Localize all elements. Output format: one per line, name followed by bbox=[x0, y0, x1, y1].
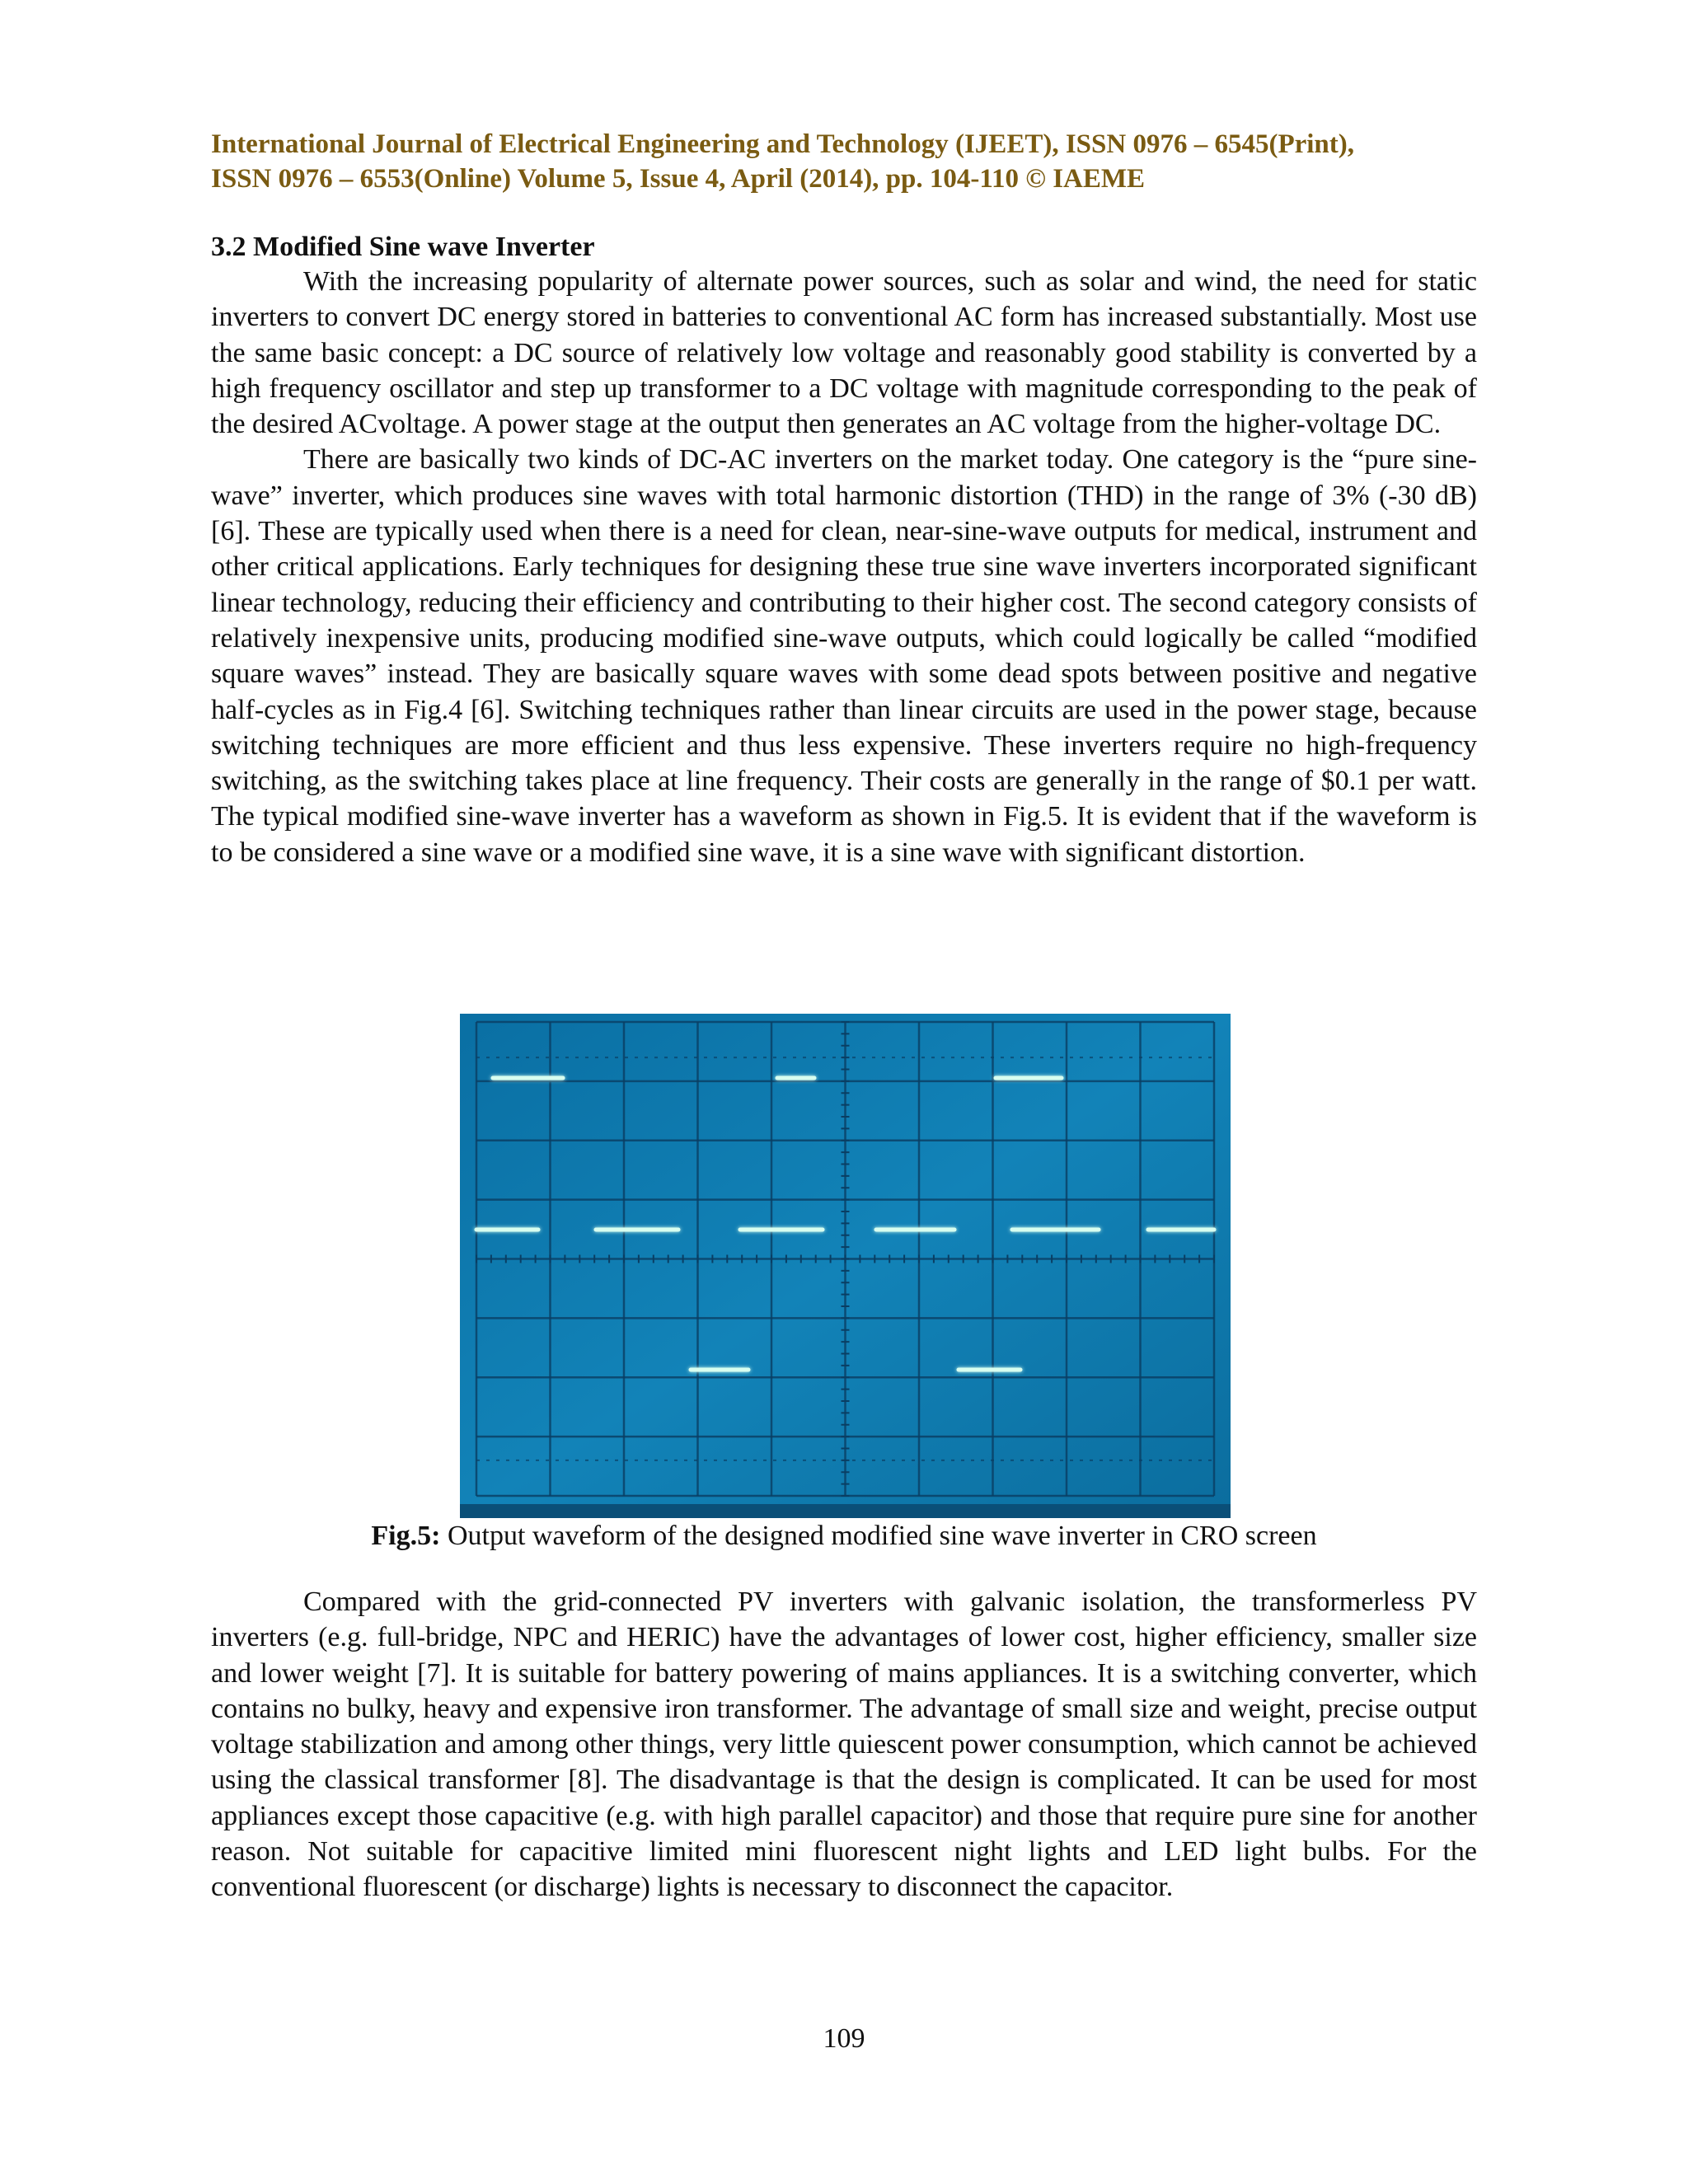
section-body-continued bbox=[211, 1584, 1477, 1905]
screen-bezel-bottom bbox=[460, 1504, 1231, 1518]
figure-caption-label: Fig.5: bbox=[371, 1521, 441, 1551]
paragraph-1: With the increasing popularity of alternate power sources, such as solar and wind, the need for static inverters to convert DC energy stored in batteries to conventional AC form has increased substantially. Most use the same basic concept: a DC source of relatively low voltage and reasonably good stability is converted by a high frequency oscillator and step up transformer to a DC voltage with magnitude corresponding to the peak of the desired ACvoltage. A power stage at the output then generates an AC voltage from the higher-voltage DC. bbox=[211, 266, 1477, 440]
journal-header bbox=[211, 127, 1477, 196]
section-title: 3.2 Modified Sine wave Inverter bbox=[211, 232, 595, 262]
paragraph-2: There are basically two kinds of DC-AC inverters on the market today. One category is the “pure sine-wave” inverter, which produces sine waves with total harmonic distortion (THD) in the range of 3% (-30 dB) [6]. These are typically used when there is a need for clean, near-sine-wave outputs for medical, instrument and other critical applications. Early techniques for designing these true sine wave inverters incorporated significant linear technology, reducing their efficiency and contributing to their higher cost. The second category consists of relatively inexpensive units, producing modified sine-wave outputs, which could logically be called “modified square waves” instead. They are basically square waves with some dead spots between positive and negative half-cycles as in Fig.4 [6]. Switching techniques rather than linear circuits are used in the power stage, because switching techniques are more efficient and thus less expensive. These inverters require no high-frequency switching, as the switching takes place at line frequency. Their costs are generally in the range of $0.1 per watt. The typical modified sine-wave inverter has a waveform as shown in Fig.5. It is evident that if the waveform is to be considered a sine wave or a modified sine wave, it is a sine wave with significant distortion. bbox=[211, 444, 1477, 868]
section-body bbox=[211, 264, 1477, 870]
figure-caption-text: Output waveform of the designed modified sine wave inverter in CRO screen bbox=[440, 1521, 1317, 1551]
oscilloscope-screen bbox=[460, 1014, 1231, 1518]
page-number: 109 bbox=[823, 2023, 865, 2054]
journal-header-line-1: International Journal of Electrical Engineering and Technology (IJEET), ISSN 0976 – 6545(Print), bbox=[211, 129, 1354, 159]
oscilloscope-figure bbox=[460, 1014, 1231, 1518]
figure-caption bbox=[211, 1518, 1477, 1554]
paragraph-3: Compared with the grid-connected PV inverters with galvanic isolation, the transformerless PV inverters (e.g. full-bridge, NPC and HERIC) have the advantages of lower cost, higher efficiency, smaller size and lower weight [7]. It is suitable for battery powering of mains appliances. It is a switching converter, which contains no bulky, heavy and expensive iron transformer. The advantage of small size and weight, precise output voltage stabilization and among other things, very little quiescent power consumption, which cannot be achieved using the classical transformer [8]. The disadvantage is that the design is complicated. It can be used for most appliances except those capacitive (e.g. with high parallel capacitor) and those that require pure sine for another reason. Not suitable for capacitive limited mini fluorescent night lights and LED light bulbs. For the conventional fluorescent (or discharge) lights is necessary to disconnect the capacitor. bbox=[211, 1586, 1477, 1903]
journal-header-line-2: ISSN 0976 – 6553(Online) Volume 5, Issue 4, April (2014), pp. 104-110 © IAEME bbox=[211, 164, 1146, 194]
